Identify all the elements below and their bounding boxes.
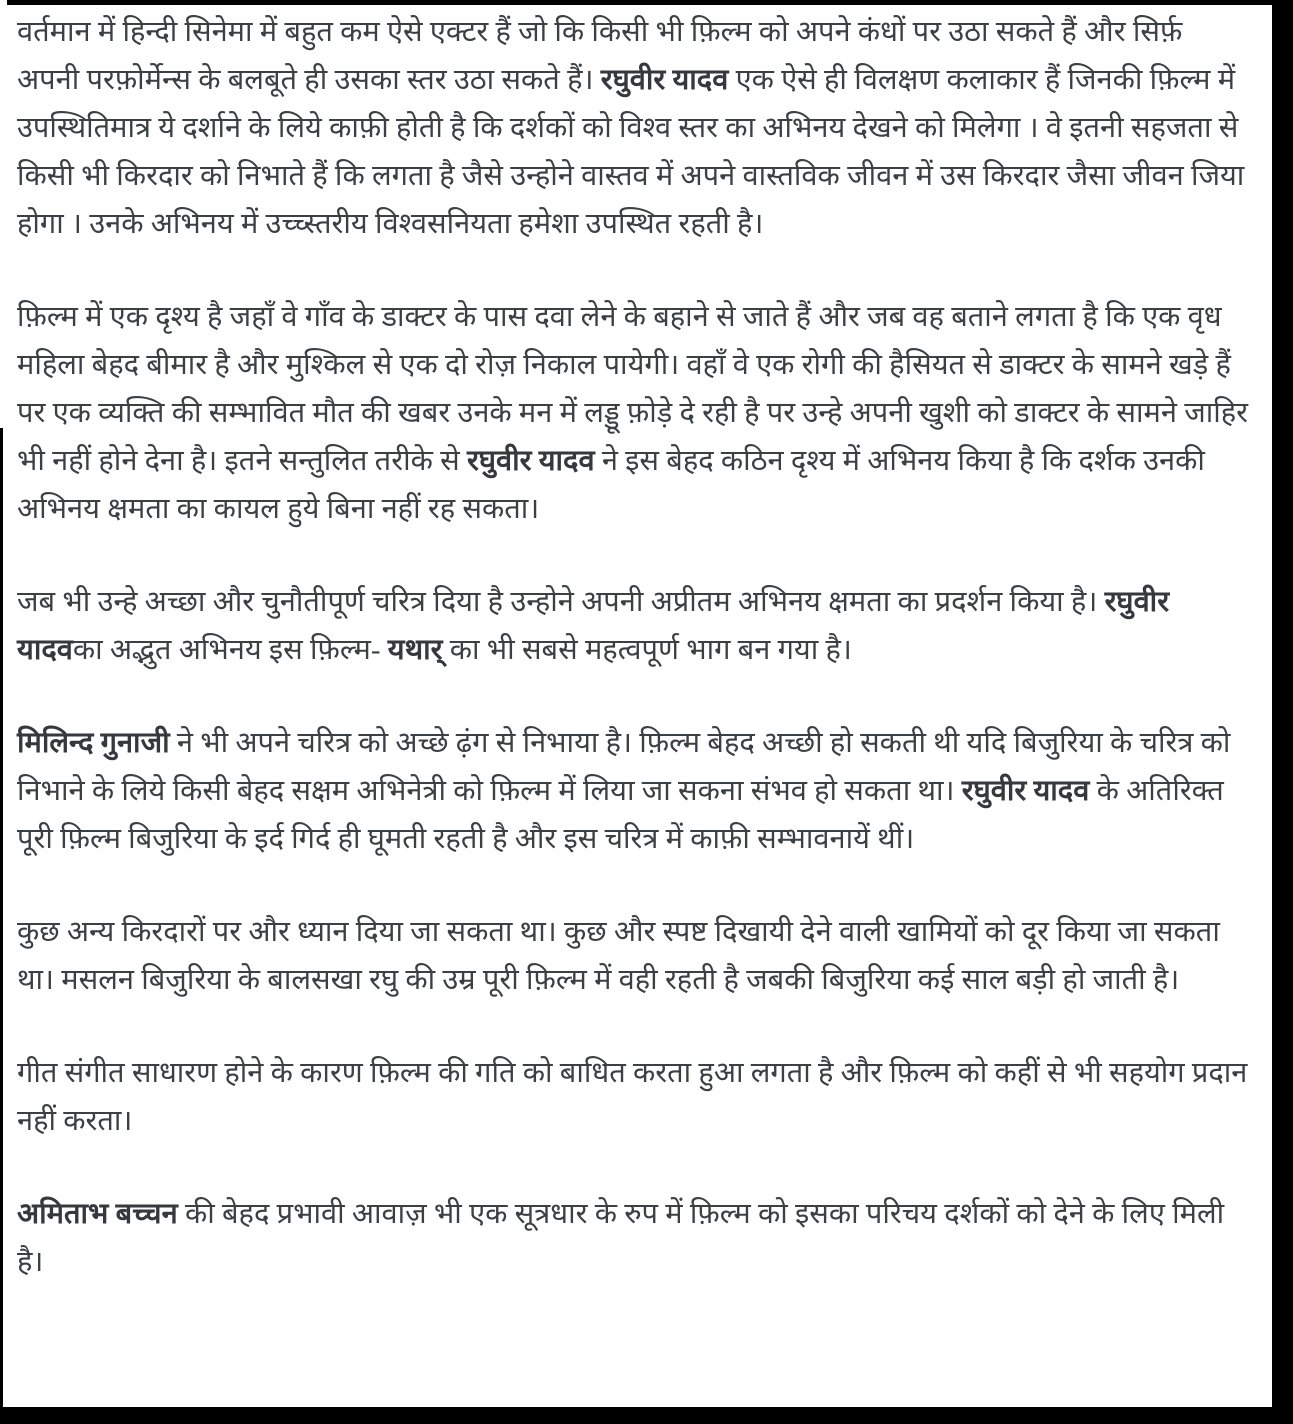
actor-name-raghuvir-yadav: रघुवीर यादव [17,586,1170,666]
paragraph-milind-gunaji [17,719,1249,863]
scan-border-bottom [0,1407,1293,1424]
scan-border-left [0,428,3,1409]
actor-name-amitabh-bachchan: अमिताभ बच्चन [17,1198,178,1230]
scan-border-top [7,0,1293,5]
text-segment: ने इस बेहद कठिन दृश्य में अभिनय किया है कि दर्शक उनकी अभिनय क्षमता का कायल हुये बिना नहीं रह सकता। [17,445,1205,525]
actor-name-raghuvir-yadav: रघुवीर यादव [466,445,595,477]
paragraph-doctor-scene [17,293,1249,533]
text-segment: जब भी उन्हे अच्छा और चुनौतीपूर्ण चरित्र दिया है उन्होने अपनी अप्रीतम अभिनय क्षमता का प्रदर्शन किया है। [17,586,1105,618]
paragraph-music [17,1049,1249,1145]
paragraph-performance [17,578,1249,674]
text-segment: के अतिरिक्त पूरी फ़िल्म बिजुरिया के इर्द गिर्द ही घूमती रहती है और इस चरित्र में काफ़ी सम्भावनायें थीं। [17,775,1224,855]
text-segment: ने भी अपने चरित्र को अच्छे ढ़ंग से निभाया है। फ़िल्म बेहद अच्छी हो सकती थी यदि बिजुरिया के चरित्र को निभाने के लिये किसी बेहद सक्षम अभिनेत्री को फ़िल्म में लिया जा सकना संभव हो सकता था। [17,727,1231,807]
text-segment: का भी सबसे महत्वपूर्ण भाग बन गया है। [442,634,852,666]
text-segment: का अद्भुत अभिनय इस फ़िल्म- [72,634,388,666]
actor-name-raghuvir-yadav: रघुवीर यादव [961,775,1090,807]
film-title-yathar: यथार् [387,634,443,666]
review-article [17,8,1249,1286]
paragraph-other-characters [17,908,1249,1004]
text-segment: गीत संगीत साधारण होने के कारण फ़िल्म की गति को बाधित करता हुआ लगता है और फ़िल्म को कहीं से भी सहयोग प्रदान नहीं करता। [17,1057,1248,1137]
text-segment: एक ऐसे ही विलक्षण कलाकार हैं जिनकी फ़िल्म में उपस्थितिमात्र ये दर्शाने के लिये काफ़ी होती है कि दर्शकों को विश्व स्तर का अभिनय देखने को मिलेगा । वे इतनी सहजता से किसी भी किरदार को निभाते हैं कि लगता है जैसे उन्होने वास्तव में अपने वास्तविक जीवन में उस किरदार जैसा जीवन जिया होगा । उनके अभिनय में उच्च्स्तरीय विश्वसनियता हमेशा उपस्थित रहती है। [17,64,1245,240]
paragraph-amitabh-bachchan [17,1190,1249,1286]
scan-border-right [1272,4,1293,1424]
actor-name-milind-gunaji: मिलिन्द गुनाजी [17,727,170,759]
actor-name-raghuvir-yadav: रघुवीर यादव [600,64,729,96]
text-segment: कुछ अन्य किरदारों पर और ध्यान दिया जा सकता था। कुछ और स्पष्ट दिखायी देने वाली खामियों को दूर किया जा सकता था। मसलन बिजुरिया के बालसखा रघु की उम्र पूरी फ़िल्म में वही रहती है जबकी बिजुरिया कई साल बड़ी हो जाती है। [17,916,1220,996]
text-segment: वर्तमान में हिन्दी सिनेमा में बहुत कम ऐसे एक्टर हैं जो कि किसी भी फ़िल्म को अपने कंधों पर उठा सकते हैं और सिर्फ़ अपनी परफ़ोर्मेन्स के बलबूते ही उसका स्तर उठा सकते हैं। [17,16,1183,96]
text-segment: फ़िल्म में एक दृश्य है जहाँ वे गाँव के डाक्टर के पास दवा लेने के बहाने से जाते हैं और जब वह बताने लगता है कि एक वृध महिला बेहद बीमार है और मुश्किल से एक दो रोज़ निकाल पायेगी। वहाँ वे एक रोगी की हैसियत से डाक्टर के सामने खड़े हैं पर एक व्यक्ति की सम्भावित मौत की खबर उनके मन में लड्डू फ़ोड़े दे रही है पर उन्हे अपनी खुशी को डाक्टर के सामने जाहिर भी नहीं होने देना है। इतने सन्तुलित तरीके से [17,301,1248,477]
paragraph-intro [17,8,1249,248]
text-segment: की बेहद प्रभावी आवाज़ भी एक सूत्रधार के रुप में फ़िल्म को इसका परिचय दर्शकों को देने के लिए मिली है। [17,1198,1225,1278]
